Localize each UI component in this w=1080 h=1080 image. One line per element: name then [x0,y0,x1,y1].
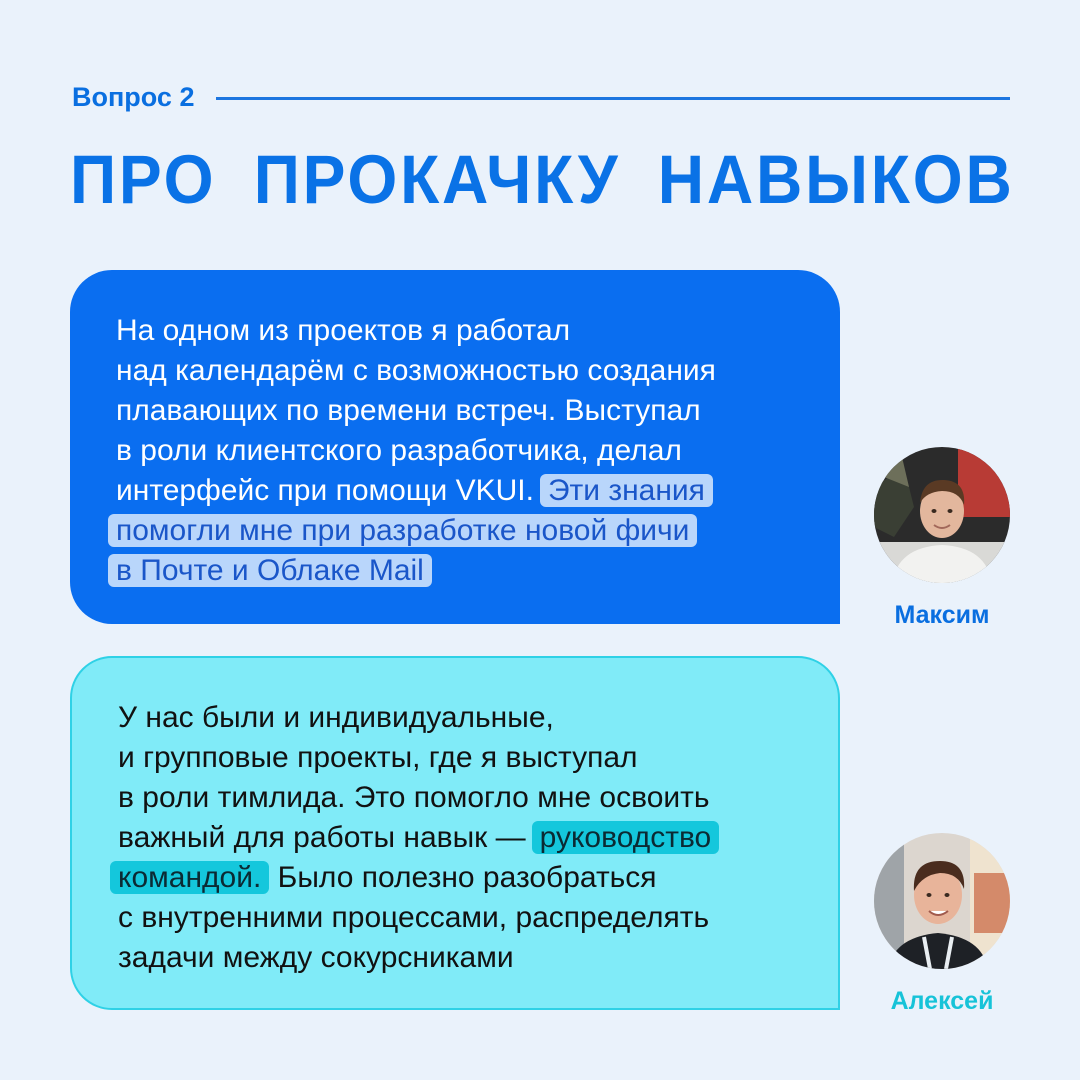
highlighted-text: Эти знания [540,474,713,507]
quote-line [118,818,798,858]
quote-line: плавающих по времени встреч. Выступал [116,394,701,427]
quote-text: интерфейс при помощи VKUI. [116,474,534,507]
quote-line [118,858,798,898]
avatar-alexey [874,833,1010,969]
highlighted-text: помогли мне при разработке новой фичи [108,514,697,547]
page-title: ПРО ПРОКАЧКУ НАВЫКОВ [70,141,1015,218]
author-name-maxim: Максим [894,601,990,629]
quote-line: с внутренними процессами, распределять [118,901,710,934]
quote-line: и групповые проекты, где я выступал [118,741,638,774]
quote-line: На одном из проектов я работал [116,314,571,347]
quote-bubble-maxim [70,270,840,624]
quote-bubble-alexey [70,656,840,1010]
avatar-maxim [874,447,1010,583]
quote-text: важный для работы навык — [118,821,526,854]
person-photo-avatar [874,447,1010,583]
quote-line: задачи между сокурсниками [118,941,514,974]
highlighted-text: в Почте и Облаке Mail [108,554,432,587]
quote-line: в роли клиентского разработчика, делал [116,434,682,467]
quote-line: У нас были и индивидуальные, [118,701,554,734]
highlighted-text: руководство [532,821,720,854]
quote-line [116,471,800,511]
divider-line [216,97,1010,100]
quote-line: над календарём с возможностью создания [116,354,716,387]
author-name-alexey: Алексей [890,987,994,1015]
quote-text: Было полезно разобраться [277,861,657,894]
quote-line [116,551,800,591]
quote-line: в роли тимлида. Это помогло мне освоить [118,781,710,814]
quote-line [116,511,800,551]
section-eyebrow [72,82,1010,113]
question-number: Вопрос 2 [72,82,195,112]
highlighted-text: командой. [110,861,269,894]
person-photo-avatar [874,833,1010,969]
